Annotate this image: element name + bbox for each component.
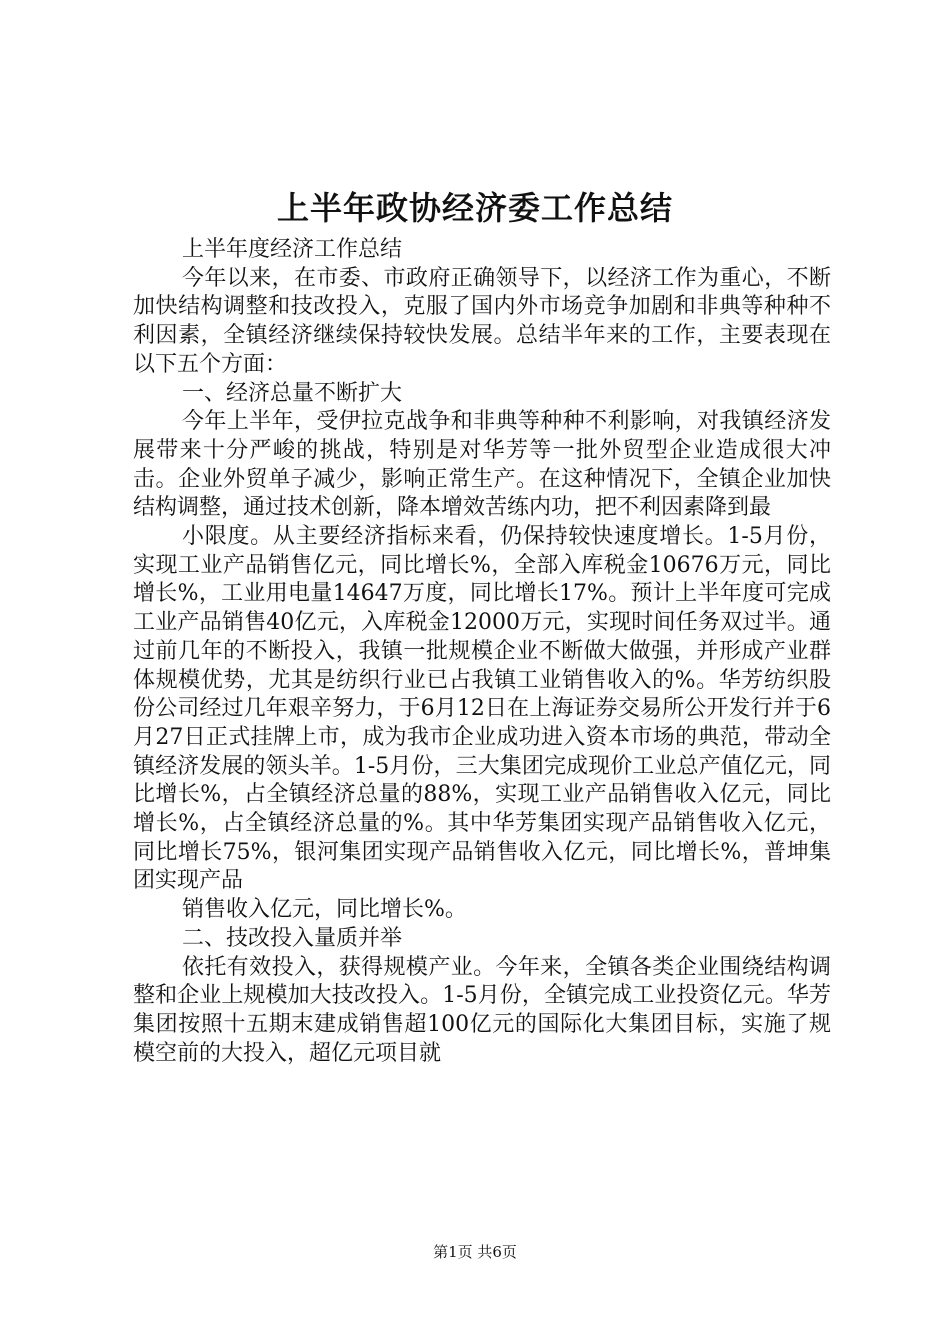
paragraph-section-1c: 销售收入亿元，同比增长%。	[182, 897, 467, 923]
document-body	[133, 236, 831, 1068]
section-heading-1: 一、经济总量不断扩大	[182, 380, 403, 406]
page-title: 上半年政协经济委工作总结	[276, 189, 673, 227]
paragraph-section-1b: 小限度。从主要经济指标来看，仍保持较快速度增长。1-5月份，实现工业产品销售亿元，同比增长%，全部入库税金10676万元，同比增长%，工业用电量14647万度，同比增长17%。预计上半年度可完成工业产品销售40亿元，入库税金12000万元，实现时间任务双过半。通过前几年的不断投入，我镇一批规模企业不断做大做强，并形成产业群体规模优势，尤其是纺织行业已占我镇工业销售收入的%。华芳纺织股份公司经过几年艰辛努力，于6月12日在上海证券交易所公开发行并于6月27日正式挂牌上市，成为我市企业成功进入资本市场的典范，带动全镇经济发展的领头羊。1-5月份，三大集团完成现价工业总产值亿元，同比增长%，占全镇经济总量的88%，实现工业产品销售收入亿元，同比增长%，占全镇经济总量的%。其中华芳集团实现产品销售收入亿元，同比增长75%，银河集团实现产品销售收入亿元，同比增长%，普坤集团实现产品	[133, 524, 831, 894]
page-footer: 第1页 共6页	[433, 1243, 517, 1261]
paragraph-section-1a: 今年上半年，受伊拉克战争和非典等种种不利影响，对我镇经济发展带来十分严峻的挑战，特别是对华芳等一批外贸型企业造成很大冲击。企业外贸单子减少，影响正常生产。在这种情况下，全镇企业加快结构调整，通过技术创新，降本增效苦练内功，把不利因素降到最	[133, 409, 831, 521]
paragraph-intro: 今年以来，在市委、市政府正确领导下，以经济工作为重心，不断加快结构调整和技改投入，克服了国内外市场竞争加剧和非典等种种不利因素，全镇经济继续保持较快发展。总结半年来的工作，主要表现在以下五个方面：	[133, 265, 831, 377]
section-heading-2: 二、技改投入量质并举	[182, 925, 403, 951]
paragraph-section-2a: 依托有效投入，获得规模产业。今年来，全镇各类企业围绕结构调整和企业上规模加大技改投入。1-5月份，全镇完成工业投资亿元。华芳集团按照十五期末建成销售超100亿元的国际化大集团目标，实施了规模空前的大投入，超亿元项目就	[133, 954, 831, 1066]
paragraph-subtitle: 上半年度经济工作总结	[182, 237, 403, 262]
